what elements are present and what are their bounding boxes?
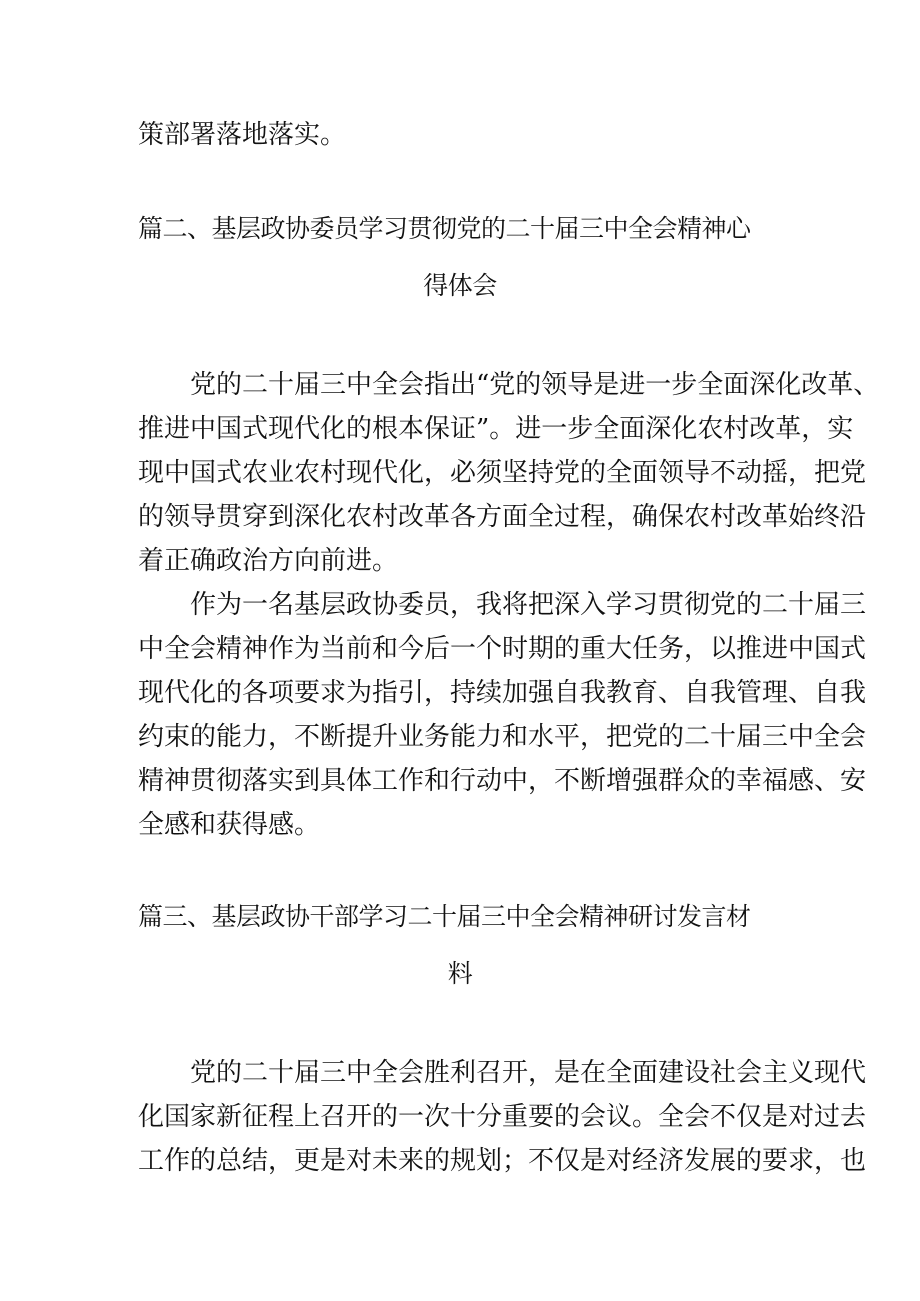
section-2-title-line-1: 篇二、基层政协委员学习贯彻党的二十届三中全会精神心 <box>138 214 751 243</box>
section-2-para-2-line-5: 精神贯彻落实到具体工作和行动中，不断增强群众的幸福感、安 <box>138 766 867 796</box>
section-2-para-1-line-1: 党的二十届三中全会指出“党的领导是进一步全面深化改革、 <box>190 370 880 400</box>
section-2-para-1-line-5: 着正确政治方向前进。 <box>138 546 399 576</box>
section-2-para-2-line-2: 中全会精神作为当前和今后一个时期的重大任务，以推进中国式 <box>138 634 867 664</box>
section-3-para-1-line-3: 工作的总结，更是对未来的规划；不仅是对经济发展的要求，也 <box>138 1146 867 1176</box>
section-2-para-2-line-1: 作为一名基层政协委员，我将把深入学习贯彻党的二十届三 <box>190 590 867 620</box>
section-3-title-line-2: 料 <box>447 959 473 988</box>
section-2-para-1-line-4: 的领导贯穿到深化农村改革各方面全过程，确保农村改革始终沿 <box>138 502 867 532</box>
section-2-para-2-line-4: 约束的能力，不断提升业务能力和水平，把党的二十届三中全会 <box>138 722 867 752</box>
section-3-para-1-line-2: 化国家新征程上召开的一次十分重要的会议。全会不仅是对过去 <box>138 1102 867 1132</box>
section-2-para-2-line-3: 现代化的各项要求为指引，持续加强自我教育、自我管理、自我 <box>138 678 867 708</box>
section-2-title-line-2: 得体会 <box>423 271 497 300</box>
section-2-para-1-line-3: 现中国式农业农村现代化，必须坚持党的全面领导不动摇，把党 <box>138 458 867 488</box>
continued-text-line: 策部署落地落实。 <box>138 120 347 150</box>
section-2-para-2-line-6: 全感和获得感。 <box>138 810 321 840</box>
section-2-para-1-line-2: 推进中国式现代化的根本保证”。进一步全面深化农村改革，实 <box>138 414 854 444</box>
section-3-title-line-1: 篇三、基层政协干部学习二十届三中全会精神研讨发言材 <box>138 902 751 931</box>
section-3-para-1-line-1: 党的二十届三中全会胜利召开，是在全面建设社会主义现代 <box>190 1058 867 1088</box>
